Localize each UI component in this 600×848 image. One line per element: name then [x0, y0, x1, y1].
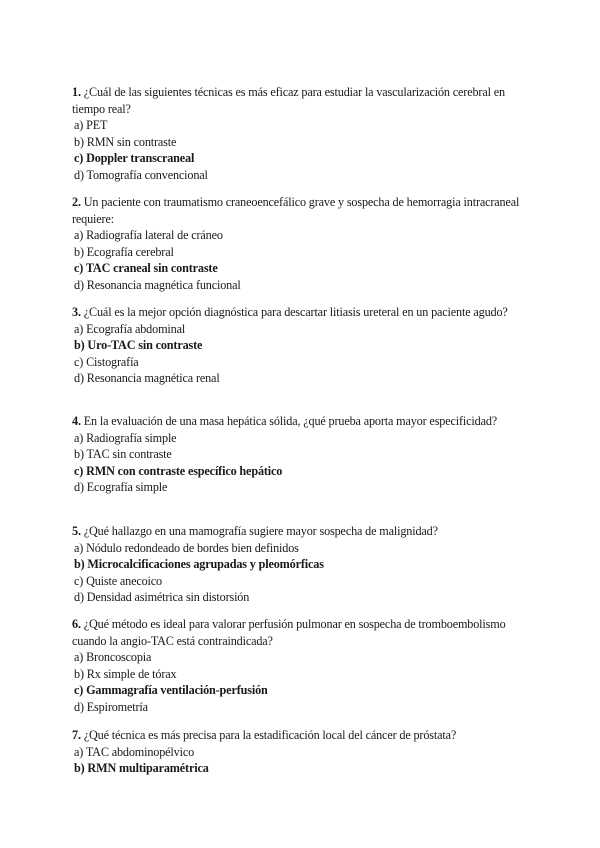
question-number: 5.: [72, 524, 81, 538]
option-d: d) Espirometría: [74, 699, 148, 714]
option-d: d) Tomografía convencional: [74, 167, 208, 182]
question-number: 7.: [72, 728, 81, 742]
question-number: 4.: [72, 414, 81, 428]
question-number: 1.: [72, 85, 81, 99]
option-b: b) TAC sin contraste: [74, 447, 172, 462]
option-b-correct: b) Uro-TAC sin contraste: [74, 338, 203, 353]
option-d: d) Resonancia magnética funcional: [74, 277, 241, 292]
option-c: c) Quiste anecoico: [74, 573, 162, 588]
option-c: c) Cistografía: [74, 354, 139, 369]
option-b-correct: b) Microcalcificaciones agrupadas y pleomórficas: [74, 557, 324, 572]
option-b: b) Ecografía cerebral: [74, 244, 174, 259]
question-text: [72, 304, 532, 321]
option-b: b) RMN sin contraste: [74, 134, 177, 149]
question-body: ¿Qué técnica es más precisa para la estadificación local del cáncer de próstata?: [83, 728, 457, 742]
question-4: [72, 413, 532, 496]
option-d: d) Resonancia magnética renal: [74, 371, 220, 386]
question-number: 2.: [72, 195, 81, 209]
option-a: a) Radiografía lateral de cráneo: [74, 228, 223, 243]
question-body: Un paciente con traumatismo craneoencefálico grave y sospecha de hemorragia intracraneal requiere:: [72, 195, 520, 226]
question-body: ¿Qué hallazgo en una mamografía sugiere mayor sospecha de malignidad?: [83, 524, 438, 538]
question-7: [72, 727, 532, 777]
question-body: ¿Qué método es ideal para valorar perfusión pulmonar en sospecha de tromboembolismo cuando la angio-TAC está contraindicada?: [72, 617, 506, 648]
question-5: [72, 523, 532, 606]
option-a: a) Ecografía abdominal: [74, 321, 186, 336]
question-body: ¿Cuál es la mejor opción diagnóstica para descartar litiasis ureteral en un paciente agudo?: [83, 305, 508, 319]
question-3: [72, 304, 532, 387]
option-a: a) Nódulo redondeado de bordes bien definidos: [74, 540, 299, 555]
option-a: a) PET: [74, 118, 108, 133]
option-c-correct: c) TAC craneal sin contraste: [74, 261, 218, 276]
option-c-correct: c) Gammagrafía ventilación-perfusión: [74, 683, 268, 698]
question-body: ¿Cuál de las siguientes técnicas es más eficaz para estudiar la vascularización cerebral en tiempo real?: [72, 85, 505, 116]
option-b: b) Rx simple de tórax: [74, 666, 177, 681]
question-text: [72, 84, 532, 117]
question-number: 6.: [72, 617, 81, 631]
question-text: [72, 413, 532, 430]
question-text: [72, 194, 532, 227]
option-b-correct: b) RMN multiparamétrica: [74, 761, 209, 776]
question-2: [72, 194, 532, 294]
option-d: d) Densidad asimétrica sin distorsión: [74, 590, 250, 605]
option-a: a) Radiografía simple: [74, 430, 177, 445]
option-a: a) Broncoscopia: [74, 650, 152, 665]
option-c-correct: c) Doppler transcraneal: [74, 151, 195, 166]
option-c-correct: c) RMN con contraste específico hepático: [74, 463, 283, 478]
question-number: 3.: [72, 305, 81, 319]
question-body: En la evaluación de una masa hepática sólida, ¿qué prueba aporta mayor especificidad?: [83, 414, 498, 428]
question-1: [72, 84, 532, 184]
option-a: a) TAC abdominopélvico: [74, 744, 195, 759]
question-text: [72, 727, 532, 744]
question-6: [72, 616, 532, 716]
question-text: [72, 523, 532, 540]
question-text: [72, 616, 532, 649]
option-d: d) Ecografía simple: [74, 480, 168, 495]
